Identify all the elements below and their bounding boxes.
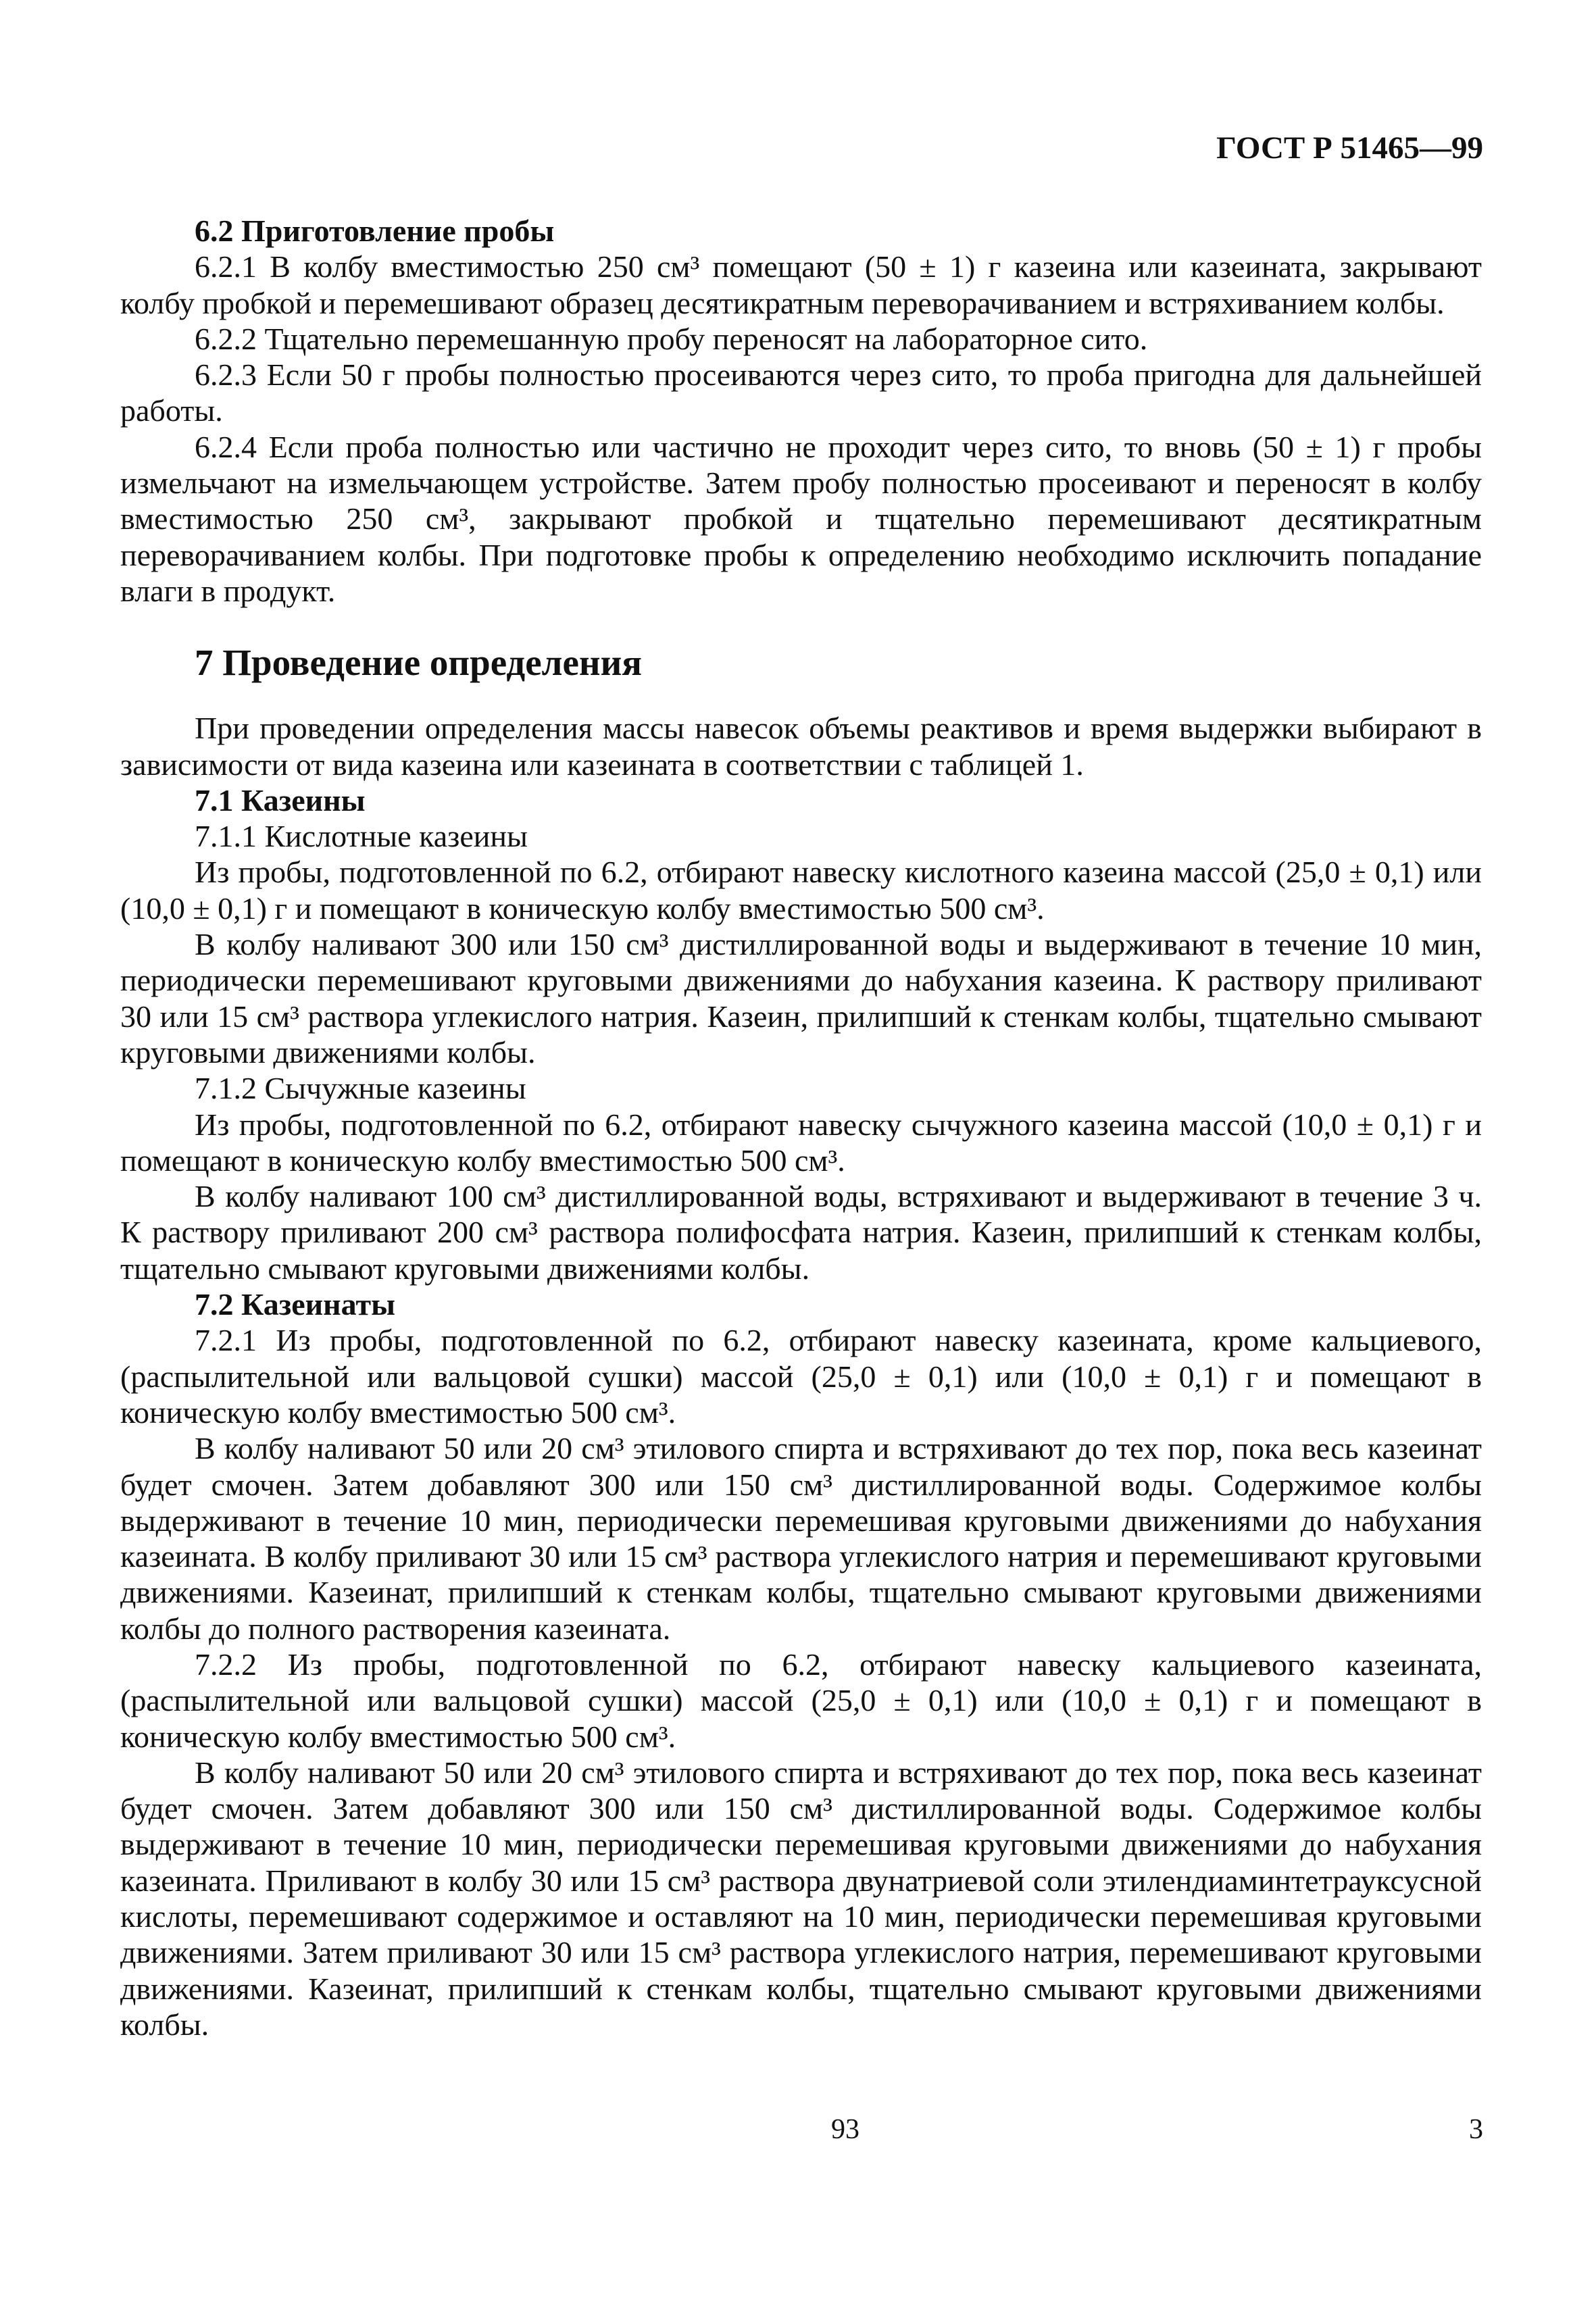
section-7-intro: При проведении определения массы навесок объемы реактивов и время выдержки выбирают в зависимости от вида казеина или казеината в соответствии с таблицей 1. [120, 711, 1482, 782]
paragraph-7-1-2-b: В колбу наливают 100 см³ дистиллированной воды, встряхивают и выдерживают в течение 3 ч. К раствору приливают 200 см³ раствора полифосфата натрия. Казеин, прилипший к стенкам колбы, тщательно смывают круговыми движениями колбы. [120, 1179, 1482, 1286]
heading-6-2: 6.2 Приготовление пробы [195, 213, 555, 248]
standard-code: ГОСТ Р 51465—99 [1216, 130, 1483, 166]
section-title-7: 7 Проведение определения [195, 642, 643, 684]
paragraph-7-2-2-a: 7.2.2 Из пробы, подготовленной по 6.2, отбирают навеску кальциевого казеината, (распылительной или вальцовой сушки) массой (25,0 ± 0,1) или (10,0 ± 0,1) г и помещают в коническую колбу вместимостью 500 см³. [120, 1646, 1482, 1754]
heading-7-2: 7.2 Казеинаты [195, 1287, 395, 1322]
paragraph-6-2-1: 6.2.1 В колбу вместимостью 250 см³ помещают (50 ± 1) г казеина или казеината, закрывают колбу пробкой и перемешивают образец десятикратным переворачиванием и встряхиванием колбы. [120, 249, 1482, 320]
paragraph-7-1-1-a: Из пробы, подготовленной по 6.2, отбирают навеску кислотного казеина массой (25,0 ± 0,1) или (10,0 ± 0,1) г и помещают в коническую колбу вместимостью 500 см³. [120, 855, 1482, 926]
page-number-left: 93 [831, 2114, 859, 2145]
paragraph-7-2-1-b: В колбу наливают 50 или 20 см³ этилового спирта и встряхивают до тех пор, пока весь казеинат будет смочен. Затем добавляют 300 или 150 см³ дистиллированной воды. Содержимое колбы выдерживают в течение 10 мин, периодически перемешивая круговыми движениями до набухания казеината. В колбу приливают 30 или 15 см³ раствора углекислого натрия и перемешивают круговыми движениями. Казеинат, прилипший к стенкам колбы, тщательно смывают круговыми движениями колбы до полного растворения казеината. [120, 1431, 1482, 1646]
heading-7-1: 7.1 Казеины [195, 782, 366, 818]
heading-7-1-2: 7.1.2 Сычужные казеины [195, 1071, 526, 1106]
paragraph-7-1-1-b: В колбу наливают 300 или 150 см³ дистиллированной воды и выдерживают в течение 10 мин, периодически перемешивают круговыми движениями до набухания казеина. К раствору приливают 30 или 15 см³ раствора углекислого натрия. Казеин, прилипший к стенкам колбы, тщательно смывают круговыми движениями колбы. [120, 927, 1482, 1070]
paragraph-6-2-2: 6.2.2 Тщательно перемешанную пробу переносят на лабораторное сито. [195, 321, 1148, 356]
paragraph-7-2-2-b: В колбу наливают 50 или 20 см³ этилового спирта и встряхивают до тех пор, пока весь казеинат будет смочен. Затем добавляют 300 или 150 см³ дистиллированной воды. Содержимое колбы выдерживают в течение 10 мин, периодически перемешивая круговыми движениями до набухания казеината. Приливают в колбу 30 или 15 см³ раствора двунатриевой соли этилендиаминтетрауксусной кислоты, перемешивают содержимое и оставляют на 10 мин, периодически перемешивая круговыми движениями. Затем приливают 30 или 15 см³ раствора углекислого натрия, перемешивают круговыми движениями. Казеинат, прилипший к стенкам колбы, тщательно смывают круговыми движениями колбы. [120, 1755, 1482, 2042]
paragraph-7-1-2-a: Из пробы, подготовленной по 6.2, отбирают навеску сычужного казеина массой (10,0 ± 0,1) г и помещают в коническую колбу вместимостью 500 см³. [120, 1107, 1482, 1178]
paragraph-6-2-3: 6.2.3 Если 50 г пробы полностью просеиваются через сито, то проба пригодна для дальнейшей работы. [120, 357, 1482, 428]
paragraph-7-2-1-a: 7.2.1 Из пробы, подготовленной по 6.2, отбирают навеску казеината, кроме кальциевого, (распылительной или вальцовой сушки) массой (25,0 ± 0,1) или (10,0 ± 0,1) г и помещают в коническую колбу вместимостью 500 см³. [120, 1323, 1482, 1430]
heading-7-1-1: 7.1.1 Кислотные казеины [195, 819, 528, 854]
paragraph-6-2-4: 6.2.4 Если проба полностью или частично не проходит через сито, то вновь (50 ± 1) г пробы измельчают на измельчающем устройстве. Затем пробу полностью просеивают и переносят в колбу вместимостью 250 см³, закрывают пробкой и тщательно перемешивают десятикратным переворачиванием колбы. При подготовке пробы к определению необходимо исключить попадание влаги в продукт. [120, 429, 1482, 608]
document-body [120, 213, 1482, 2042]
page-number-right: 3 [1469, 2114, 1483, 2145]
